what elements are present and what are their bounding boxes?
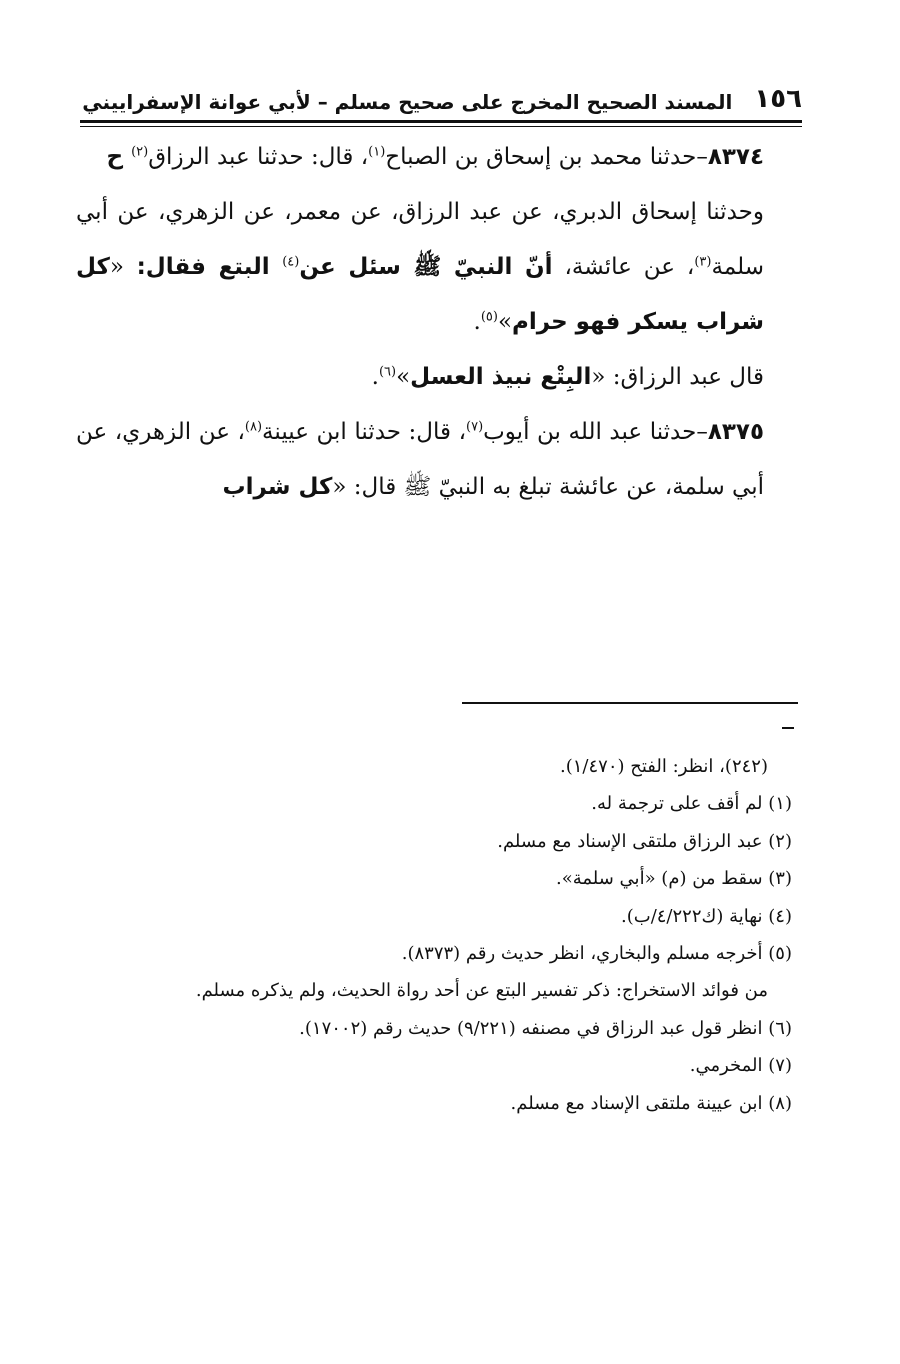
hadith-8375: [76, 405, 804, 515]
footnote-4: (٤) نهاية (ك٤/٢٢٢/ب).: [621, 905, 792, 927]
footnote-ref: (٥): [480, 309, 498, 325]
footnote-5-note: من فوائد الاستخراج: ذكر تفسير البتع عن أحد رواة الحديث، ولم يذكره مسلم.: [195, 980, 768, 1002]
page-header: [78, 74, 802, 114]
running-title: المسند الصحيح المخرج على صحيح مسلم – لأبي عوانة الإسفراييني: [82, 90, 733, 114]
bold-text: البتع فقال:: [123, 254, 283, 280]
footnote-separator: [462, 702, 798, 704]
footnote-5: (٥) أخرجه مسلم والبخاري، انظر حديث رقم (٨٣٧٣).: [401, 943, 792, 965]
footnote-continuation: (٢٤٢)، انظر: الفتح (١/٤٧٠).: [560, 756, 768, 777]
text-run: .: [473, 309, 481, 335]
quote-close: »: [497, 309, 513, 335]
text-run: ، عن عائشة،: [552, 254, 695, 280]
hadith-number: ٨٣٧٤: [707, 144, 764, 170]
quote-open: «: [332, 474, 347, 500]
text-run: –حدثنا محمد بن إسحاق بن الصباح: [385, 144, 708, 170]
hadith-number: ٨٣٧٥: [707, 419, 764, 445]
footnote-ref: (٤): [282, 254, 300, 270]
footnote-ref: (٨): [244, 419, 263, 435]
header-rule-thick: [80, 120, 802, 123]
text-run: وحدثنا إسحاق الدبري، عن عبد الرزاق، عن معمر، عن الزهري، عن أبي سلمة: [76, 199, 764, 280]
text-run: .: [371, 364, 379, 390]
footnote-2: (٢) عبد الرزاق ملتقى الإسناد مع مسلم.: [497, 830, 792, 852]
hadith-8374: [76, 130, 804, 185]
text-run: ، عن الزهري، عن أبي سلمة، عن عائشة تبلغ به النبيّ ﷺ قال:: [76, 419, 764, 500]
bold-text: أنّ النبيّ ﷺ سئل عن: [299, 254, 553, 280]
footnotes: [90, 748, 808, 1122]
main-text: [76, 130, 804, 515]
quote-close: »: [396, 364, 411, 390]
footnote-6: (٦) انظر قول عبد الرزاق في مصنفه (٩/٢٢١) حديث رقم (١٧٠٠٢).: [299, 1017, 792, 1039]
tahwil-mark: ح: [106, 144, 132, 170]
text-run: ، قال: حدثنا ابن عيينة: [262, 419, 466, 445]
quote-open: «: [591, 364, 606, 390]
footnote-ref: (٧): [466, 419, 484, 435]
footnote-ref: (١): [368, 144, 386, 160]
bold-text: كل شراب: [222, 474, 333, 500]
footnote-ref: (٢): [131, 144, 149, 160]
header-rule-thin: [80, 126, 802, 127]
commentary-paragraph: [76, 350, 804, 405]
bold-text: كل شراب يسكر فهو حرام: [76, 254, 764, 335]
text-run: قال عبد الرزاق:: [605, 364, 764, 390]
footnote-ref: (٣): [694, 254, 712, 270]
footnote-7: (٧) المخرمي.: [689, 1055, 792, 1077]
page-number: ١٥٦: [754, 84, 802, 114]
text-run: –حدثنا عبد الله بن أيوب: [483, 419, 708, 445]
bold-text: البِتْع نبيذ العسل: [410, 364, 592, 390]
footnote-continuation-mark: [782, 727, 794, 729]
quote-open: «: [109, 254, 124, 280]
text-run: ، قال: حدثنا عبد الرزاق: [148, 144, 369, 170]
isnad-paragraph: [76, 185, 804, 350]
footnote-3: (٣) سقط من (م) «أبي سلمة».: [556, 868, 792, 890]
footnote-8: (٨) ابن عيينة ملتقى الإسناد مع مسلم.: [510, 1092, 792, 1114]
footnote-ref: (٦): [378, 364, 397, 380]
footnote-1: (١) لم أقف على ترجمة له.: [591, 793, 792, 815]
